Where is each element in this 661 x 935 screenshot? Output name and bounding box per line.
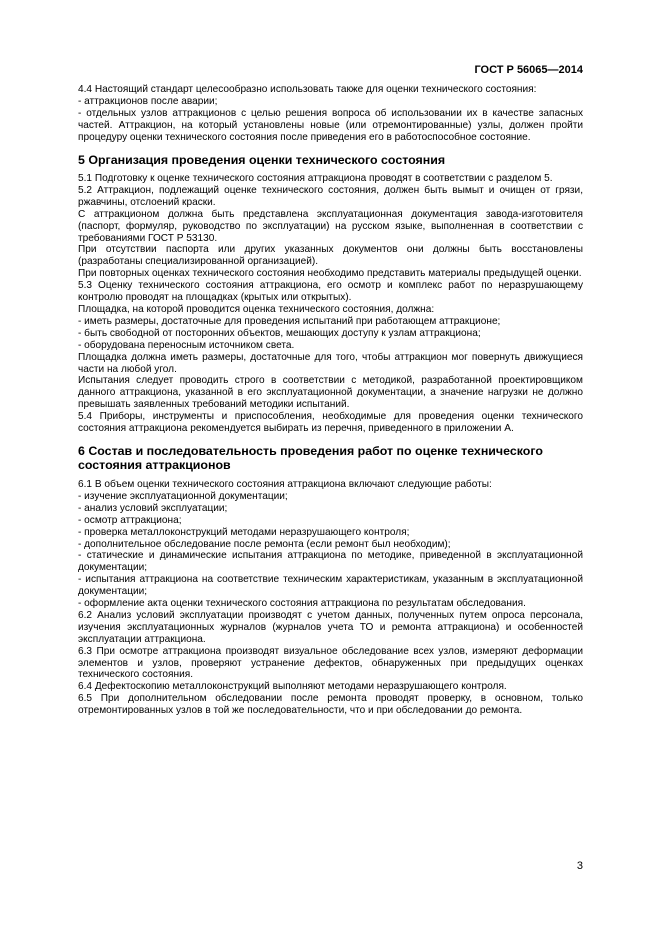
paragraph-5-2: 5.2 Аттракцион, подлежащий оценке технического состояния, должен быть вымыт и очищен от грязи, ржавчины, отслоений краски. [78, 184, 583, 208]
list-item-after-accident: - аттракционов после аварии; [78, 95, 218, 107]
paragraph-6-2: 6.2 Анализ условий эксплуатации производят с учетом данных, полученных путем опроса персонала, изучения эксплуатационных журналов (журналов учета ТО и ремонта аттракциона) и особенностей эксплуатации аттракциона. [78, 609, 583, 645]
page-body [78, 84, 583, 717]
section-6-heading: 6 Состав и последовательность проведения работ по оценке технического состояния аттракционов [78, 443, 543, 473]
paragraph-site-requirements: Площадка, на которой проводится оценка технического состояния, должна: [78, 304, 435, 315]
paragraph-5-3: 5.3 Оценку технического состояния аттракциона, его осмотр и комплекс работ по неразрушающему контролю проводят на площадках (крытых или открытых). [78, 280, 583, 304]
list-item-act: - оформление акта оценки технического состояния аттракциона по результатам обследования. [78, 598, 526, 610]
paragraph-6-1: 6.1 В объем оценки технического состояния аттракциона включают следующие работы: [78, 478, 492, 490]
paragraph-repeat-assessment: При повторных оценках технического состояния необходимо представить материалы предыдущей оценки. [78, 268, 582, 280]
paragraph-documentation: С аттракционом должна быть представлена эксплуатационная документация завода-изготовителя (паспорт, формуляр, руководство по эксплуатации) на русском языке, выполненная в соответствии с требованиями ГОСТ Р 53130. [78, 208, 583, 244]
list-item-inspection: - осмотр аттракциона; [78, 514, 182, 526]
list-item-static-dynamic: - статические и динамические испытания аттракциона по методике, приведенной в эксплуатационной документации; [78, 550, 583, 574]
paragraph-5-1: 5.1 Подготовку к оценке технического состояния аттракциона проводят в соответствии с разделом 5. [78, 173, 553, 185]
paragraph-missing-passport: При отсутствии паспорта или других указанных документов они должны быть восстановлены (разработаны специализированной организацией). [78, 244, 583, 268]
list-item-specs-test: - испытания аттракциона на соответствие техническим характеристикам, указанным в эксплуатационной документации; [78, 574, 583, 598]
page-number: 3 [576, 860, 583, 872]
list-item-conditions: - анализ условий эксплуатации; [78, 502, 228, 514]
paragraph-tests: Испытания следует проводить строго в соответствии с методикой, разработанной проектировщиком данного аттракциона, указанной в его эксплуатационной документации, а значение нагрузки не должно превышать заявленных требований методики испытаний. [78, 375, 583, 411]
paragraph-6-3: 6.3 При осмотре аттракциона производят визуальное обследование всех узлов, измеряют деформации элементов и узлов, проверяют устранение дефектов, обнаруженных при предыдущих оценках технического состояния. [78, 645, 583, 681]
list-item-site-free: - быть свободной от посторонних объектов, мешающих доступу к узлам аттракциона; [78, 327, 481, 339]
list-item-documentation: - изучение эксплуатационной документации; [78, 490, 288, 502]
document-code: ГОСТ Р 56065—2014 [474, 64, 583, 76]
paragraph-5-4: 5.4 Приборы, инструменты и приспособления, необходимые для проведения оценки технического состояния аттракциона рекомендуется выбирать из перечня, приведенного в приложении А. [78, 411, 583, 435]
paragraph-site-rotation: Площадка должна иметь размеры, достаточные для того, чтобы аттракцион мог повернуть движущиеся части на любой угол. [78, 351, 583, 375]
section-5-heading: 5 Организация проведения оценки технического состояния [78, 152, 446, 167]
paragraph-4-4: 4.4 Настоящий стандарт целесообразно использовать также для оценки технического состояния: [78, 84, 537, 95]
list-item-repair-check: - дополнительное обследование после ремонта (если ремонт был необходим); [78, 538, 451, 550]
list-item-site-size: - иметь размеры, достаточные для проведения испытаний при работающем аттракционе; [78, 315, 501, 327]
paragraph-6-5: 6.5 При дополнительном обследовании после ремонта проводят проверку, в основном, только отремонтированных узлов в той же последовательности, что и при обследовании до ремонта. [78, 693, 583, 717]
list-item-site-light: - оборудована переносным источником света. [78, 339, 295, 351]
paragraph-6-4: 6.4 Дефектоскопию металлоконструкций выполняют методами неразрушающего контроля. [78, 681, 507, 693]
list-item-spare-parts: - отдельных узлов аттракционов с целью решения вопроса об использовании их в качестве запасных частей. Аттракцион, на который установлены новые (или отремонтированные) узлы, должен пройти процедуру оценки технического состояния после приведения его в работоспособное состояние. [78, 107, 583, 143]
list-item-ndt: - проверка металлоконструкций методами неразрушающего контроля; [78, 526, 410, 538]
